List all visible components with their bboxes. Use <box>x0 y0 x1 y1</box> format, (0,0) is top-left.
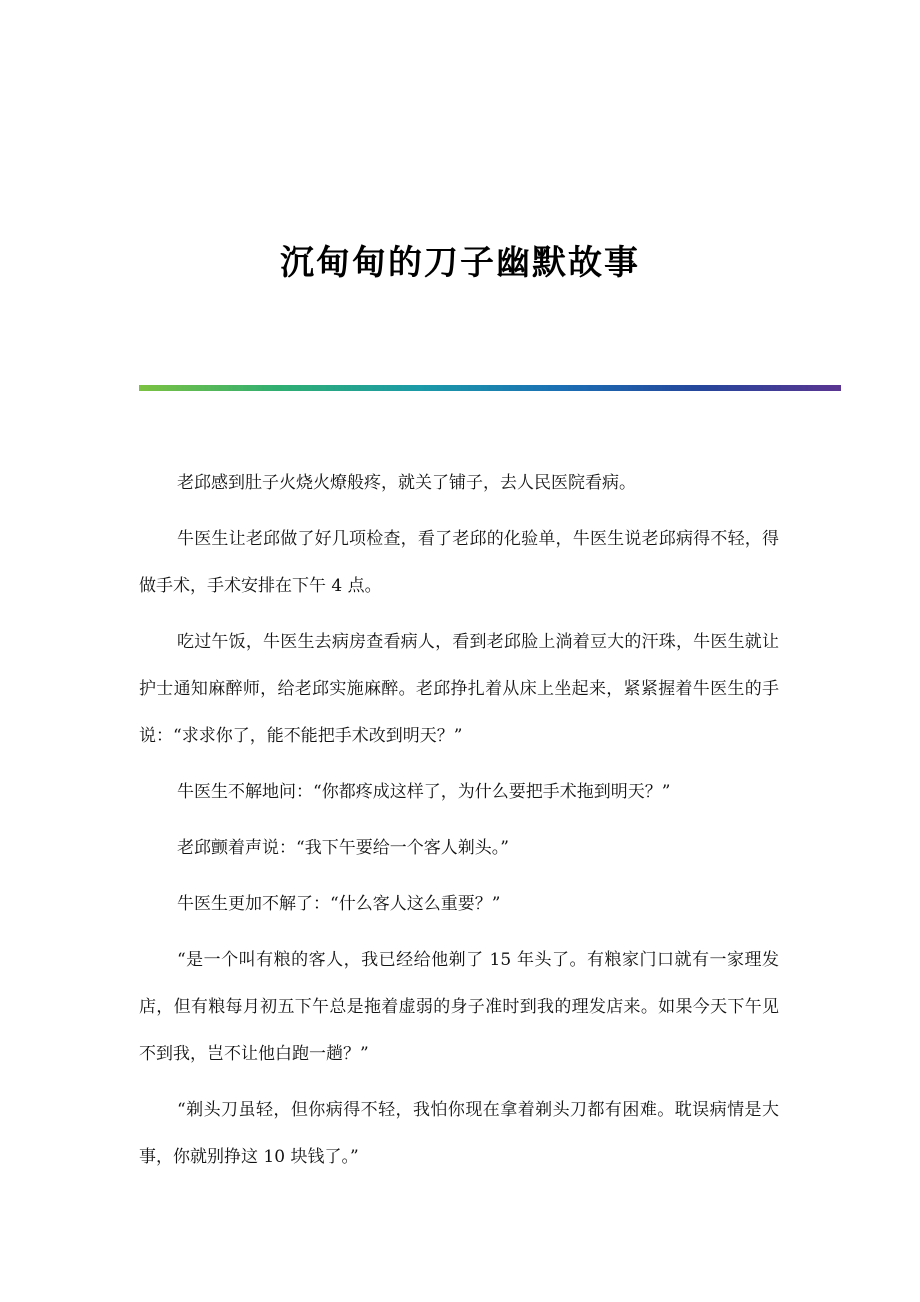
paragraph: “是一个叫有粮的客人，我已经给他剃了 15 年头了。有粮家门口就有一家理发店，但有粮每月初五下午总是拖着虚弱的身子准时到我的理发店来。如果今天下午见不到我，岂不让他白跑一趟？” <box>139 950 779 1064</box>
document-title: 沉甸甸的刀子幽默故事 <box>280 242 640 283</box>
paragraph: 老邱感到肚子火烧火燎般疼，就关了铺子，去人民医院看病。 <box>177 473 636 493</box>
paragraph: “剃头刀虽轻，但你病得不轻，我怕你现在拿着剃头刀都有困难。耽误病情是大事，你就别挣这 10 块钱了。” <box>139 1100 779 1167</box>
document-body <box>139 460 779 1190</box>
title-divider <box>139 385 841 391</box>
paragraph: 牛医生让老邱做了好几项检查，看了老邱的化验单，牛医生说老邱病得不轻，得做手术，手术安排在下午 4 点。 <box>139 529 779 596</box>
paragraph: 牛医生不解地问：“你都疼成这样了，为什么要把手术拖到明天？” <box>177 782 671 802</box>
paragraph: 老邱颤着声说：“我下午要给一个客人剃头。” <box>177 838 509 858</box>
paragraph: 吃过午饭，牛医生去病房查看病人，看到老邱脸上淌着豆大的汗珠，牛医生就让护士通知麻醉师，给老邱实施麻醉。老邱挣扎着从床上坐起来，紧紧握着牛医生的手说：“求求你了，能不能把手术改到明天？” <box>139 632 779 746</box>
paragraph: 牛医生更加不解了：“什么客人这么重要？” <box>177 894 501 914</box>
